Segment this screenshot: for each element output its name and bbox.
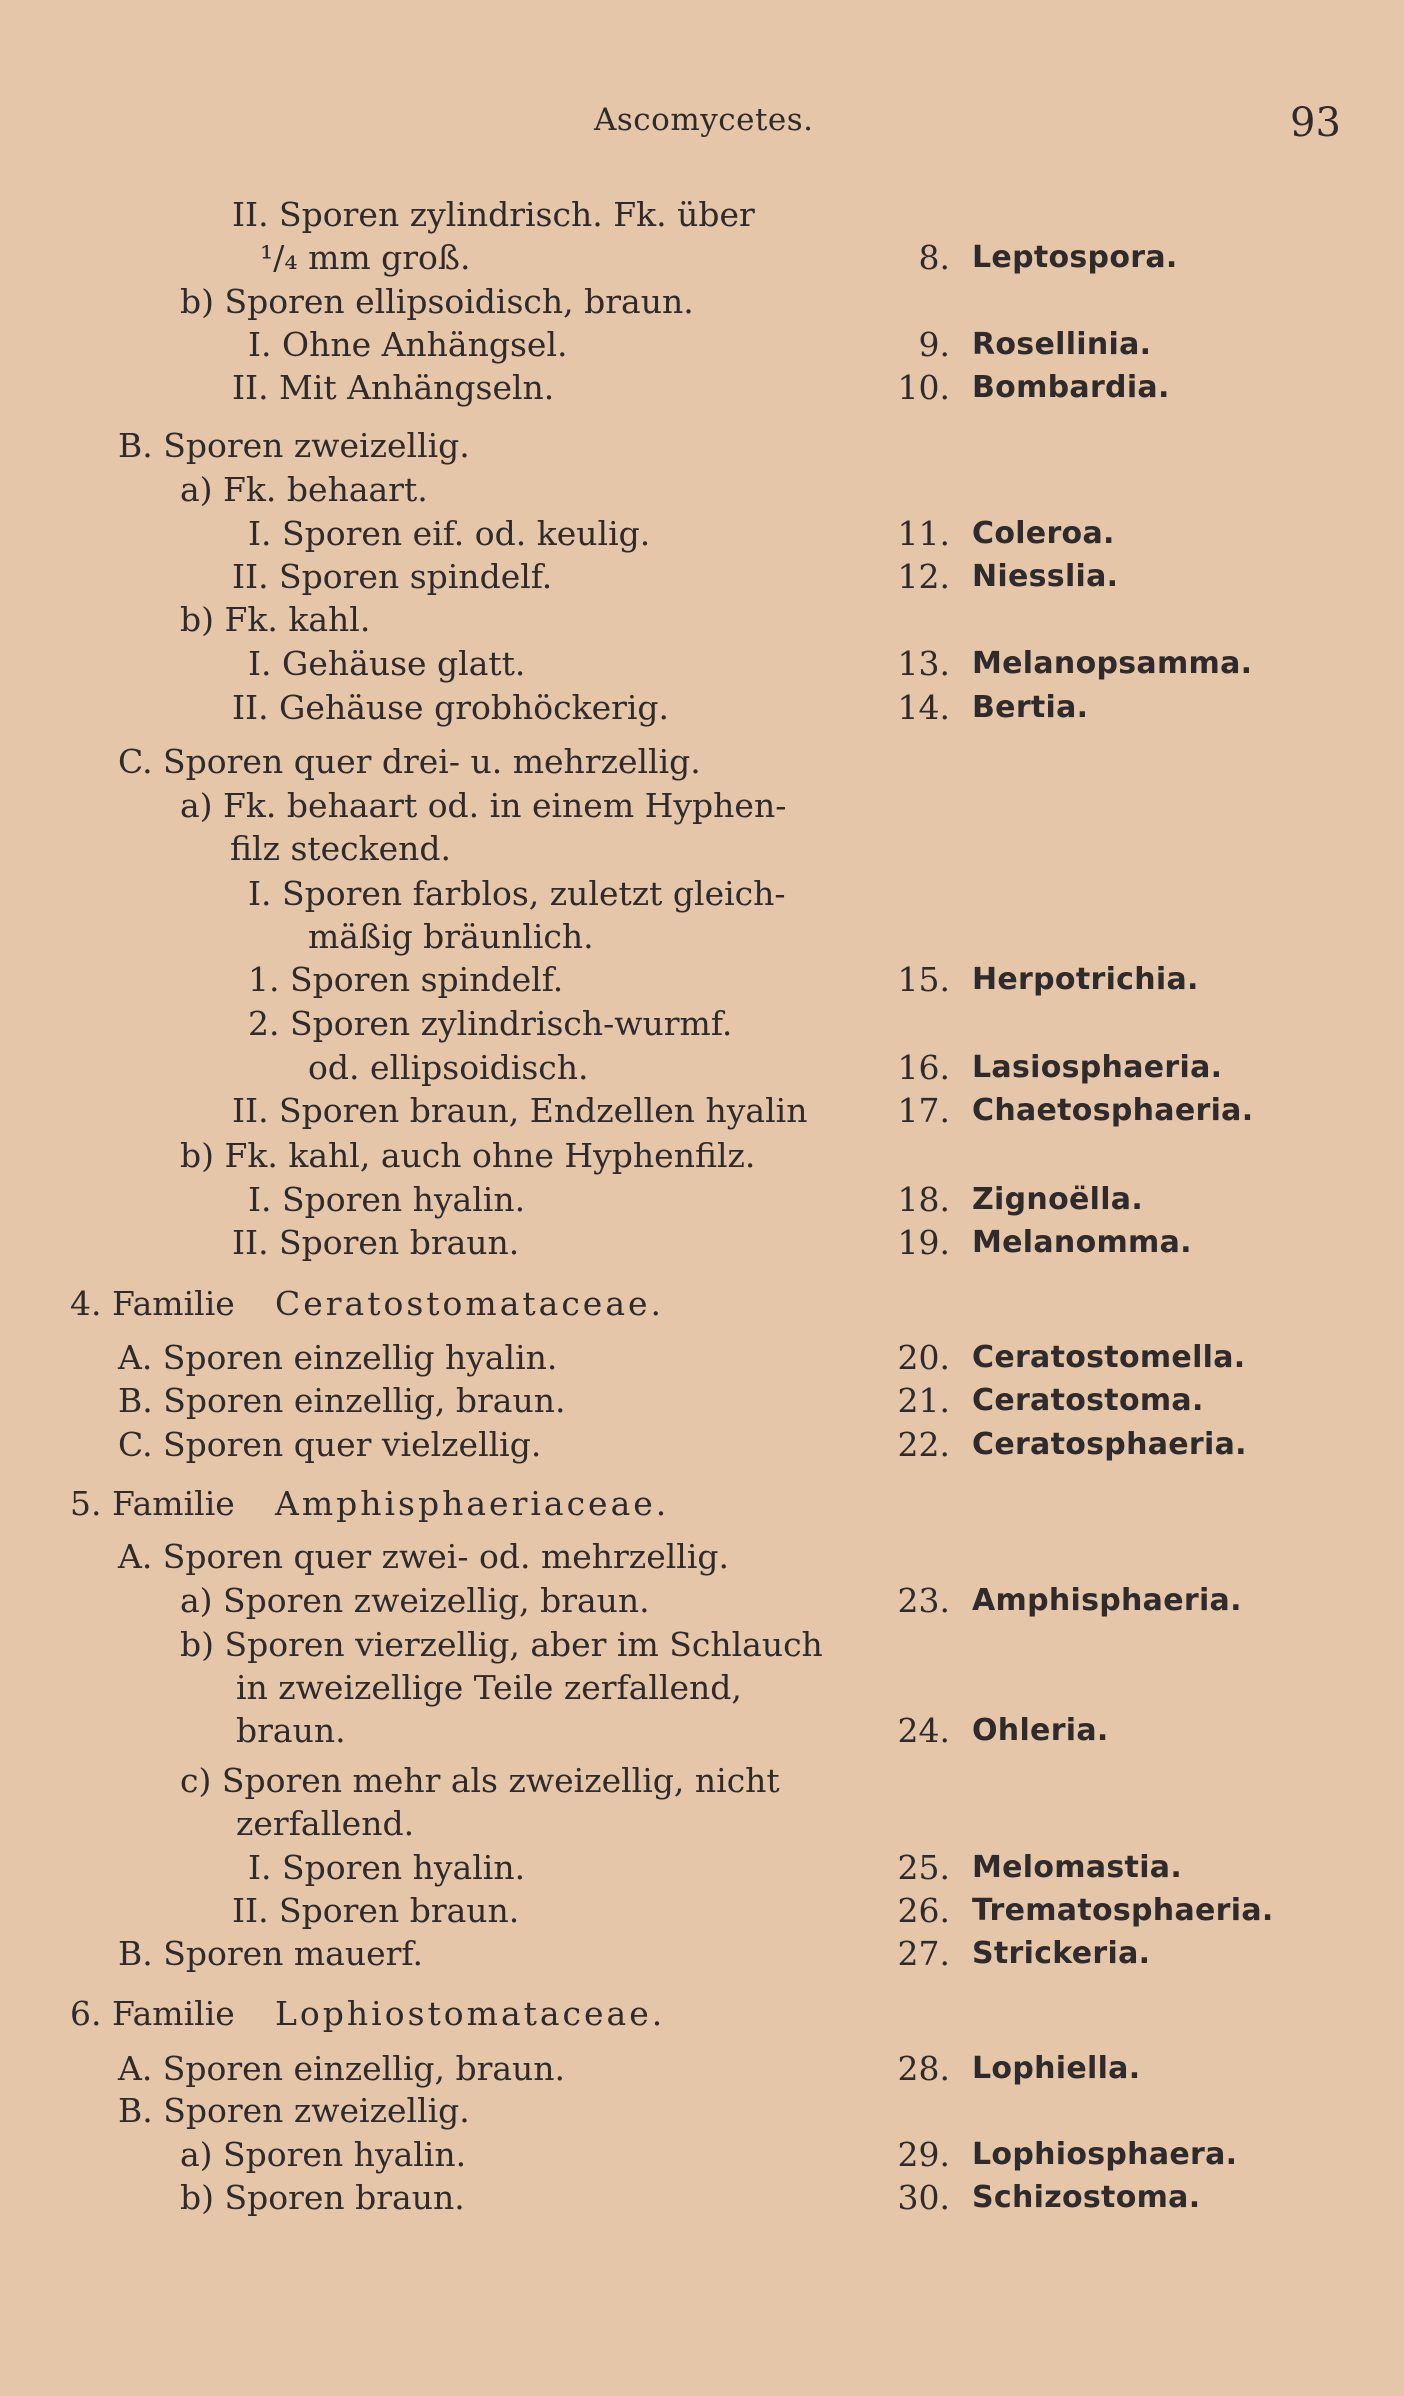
key-line <box>0 1623 1404 1667</box>
key-line <box>0 784 1404 828</box>
key-text: filz steckend. <box>230 829 452 868</box>
key-text: B. Sporen einzellig, braun. <box>118 1381 566 1420</box>
key-line <box>0 424 1404 468</box>
genus-number: 24. <box>897 1711 950 1750</box>
genus-name: Strickeria. <box>972 1936 1151 1971</box>
key-text: b) Sporen braun. <box>180 2178 465 2217</box>
key-line <box>0 1846 1404 1890</box>
genus-number: 13. <box>897 644 950 683</box>
key-line <box>0 1889 1404 1933</box>
key-text: I. Ohne Anhängsel. <box>248 325 568 364</box>
key-line <box>0 468 1404 512</box>
key-text: II. Gehäuse grobhöckerig. <box>232 688 670 727</box>
key-text: I. Sporen eif. od. keulig. <box>248 514 651 553</box>
key-line <box>0 1002 1404 1046</box>
key-text: od. ellipsoidisch. <box>308 1048 589 1087</box>
genus-name: Melanomma. <box>972 1225 1192 1260</box>
genus-number: 18. <box>897 1180 950 1219</box>
key-text: II. Sporen spindelf. <box>232 557 553 596</box>
genus-number: 22. <box>897 1425 950 1464</box>
key-text: A. Sporen quer zwei- od. mehrzellig. <box>118 1537 729 1576</box>
genus-number: 11. <box>897 514 950 553</box>
key-line <box>0 1932 1404 1976</box>
key-line <box>0 1379 1404 1423</box>
genus-name: Chaetosphaeria. <box>972 1093 1254 1128</box>
genus-number: 16. <box>897 1048 950 1087</box>
key-text: mäßig bräunlich. <box>308 917 594 956</box>
genus-name: Niesslia. <box>972 559 1119 594</box>
key-line <box>0 2047 1404 2091</box>
key-line <box>0 1666 1404 1710</box>
key-text: a) Sporen zweizellig, braun. <box>180 1581 650 1620</box>
genus-name: Lophiella. <box>972 2051 1141 2086</box>
key-line <box>0 2089 1404 2133</box>
key-line <box>0 1178 1404 1222</box>
key-line <box>0 642 1404 686</box>
genus-name: Coleroa. <box>972 516 1115 551</box>
genus-number: 30. <box>897 2178 950 2217</box>
page-number: 93 <box>1290 100 1341 146</box>
genus-number: 21. <box>897 1381 950 1420</box>
genus-name: Bombardia. <box>972 370 1170 405</box>
key-text: I. Sporen hyalin. <box>248 1180 526 1219</box>
key-text: 4. Familie <box>70 1284 235 1323</box>
key-line <box>0 1221 1404 1265</box>
key-text: B. Sporen zweizellig. <box>118 426 470 465</box>
genus-number: 28. <box>897 2049 950 2088</box>
genus-number: 25. <box>897 1848 950 1887</box>
genus-number: 27. <box>897 1934 950 1973</box>
key-text: b) Fk. kahl. <box>180 600 371 639</box>
genus-name: Lophiosphaera. <box>972 2137 1238 2172</box>
key-text: II. Sporen zylindrisch. Fk. über <box>232 195 755 234</box>
genus-name: Bertia. <box>972 690 1089 725</box>
key-text: II. Sporen braun. <box>232 1891 520 1930</box>
key-line <box>0 193 1404 237</box>
key-line <box>0 555 1404 599</box>
page-header <box>0 100 1404 148</box>
genus-number: 26. <box>897 1891 950 1930</box>
genus-number: 14. <box>897 688 950 727</box>
genus-name: Amphisphaeria. <box>972 1583 1242 1618</box>
key-line <box>0 236 1404 280</box>
genus-number: 15. <box>897 960 950 999</box>
key-line <box>0 1802 1404 1846</box>
key-line <box>0 915 1404 959</box>
key-text: I. Sporen hyalin. <box>248 1848 526 1887</box>
key-text: zerfallend. <box>236 1804 415 1843</box>
key-text: ¹/₄ mm groß. <box>260 238 471 277</box>
key-line <box>0 1282 1404 1326</box>
key-line <box>0 2176 1404 2220</box>
genus-name: Melanopsamma. <box>972 646 1253 681</box>
key-line <box>0 740 1404 784</box>
key-text: B. Sporen zweizellig. <box>118 2091 470 2130</box>
key-line <box>0 1992 1404 2036</box>
genus-name: Leptospora. <box>972 240 1178 275</box>
genus-number: 23. <box>897 1581 950 1620</box>
key-line <box>0 323 1404 367</box>
genus-number: 20. <box>897 1338 950 1377</box>
key-line <box>0 958 1404 1002</box>
family-name: Amphisphaeriaceae. <box>275 1484 670 1523</box>
key-text: I. Gehäuse glatt. <box>248 644 526 683</box>
key-line <box>0 1709 1404 1753</box>
genus-name: Melomastia. <box>972 1850 1183 1885</box>
key-text: 6. Familie <box>70 1994 235 2033</box>
key-text: a) Sporen hyalin. <box>180 2135 467 2174</box>
key-line <box>0 366 1404 410</box>
genus-name: Herpotrichia. <box>972 962 1199 997</box>
key-text: c) Sporen mehr als zweizellig, nicht <box>180 1761 780 1800</box>
genus-name: Ohleria. <box>972 1713 1109 1748</box>
family-name: Ceratostomataceae. <box>275 1284 665 1323</box>
key-line <box>0 1134 1404 1178</box>
key-text: b) Fk. kahl, auch ohne Hyphenfilz. <box>180 1136 756 1175</box>
key-text: a) Fk. behaart od. in einem Hyphen- <box>180 786 787 825</box>
key-text: B. Sporen mauerf. <box>118 1934 423 1973</box>
key-text: 1. Sporen spindelf. <box>248 960 564 999</box>
genus-name: Trematosphaeria. <box>972 1893 1274 1928</box>
key-line <box>0 1336 1404 1380</box>
genus-number: 9. <box>918 325 950 364</box>
key-text: b) Sporen ellipsoidisch, braun. <box>180 282 694 321</box>
genus-number: 19. <box>897 1223 950 1262</box>
key-text: I. Sporen farblos, zuletzt gleich- <box>248 874 786 913</box>
genus-name: Ceratosphaeria. <box>972 1427 1247 1462</box>
genus-number: 17. <box>897 1091 950 1130</box>
key-text: A. Sporen einzellig, braun. <box>118 2049 566 2088</box>
key-text: in zweizellige Teile zerfallend, <box>236 1668 742 1707</box>
genus-number: 10. <box>897 368 950 407</box>
family-name: Lophiostomataceae. <box>275 1994 666 2033</box>
key-line <box>0 512 1404 556</box>
genus-name: Schizostoma. <box>972 2180 1201 2215</box>
key-line <box>0 598 1404 642</box>
key-text: 5. Familie <box>70 1484 235 1523</box>
genus-name: Lasiosphaeria. <box>972 1050 1223 1085</box>
key-text: C. Sporen quer vielzellig. <box>118 1425 542 1464</box>
key-line <box>0 1046 1404 1090</box>
key-text: A. Sporen einzellig hyalin. <box>118 1338 558 1377</box>
key-line <box>0 1579 1404 1623</box>
genus-name: Ceratostomella. <box>972 1340 1246 1375</box>
genus-number: 12. <box>897 557 950 596</box>
key-text: a) Fk. behaart. <box>180 470 428 509</box>
key-line <box>0 827 1404 871</box>
key-line <box>0 2133 1404 2177</box>
key-line <box>0 1535 1404 1579</box>
genus-number: 29. <box>897 2135 950 2174</box>
running-title: Ascomycetes. <box>594 102 814 138</box>
key-line <box>0 686 1404 730</box>
key-text: II. Mit Anhängseln. <box>232 368 555 407</box>
key-text: II. Sporen braun. <box>232 1223 520 1262</box>
genus-name: Ceratostoma. <box>972 1383 1204 1418</box>
key-line <box>0 1423 1404 1467</box>
genus-name: Zignoëlla. <box>972 1182 1144 1217</box>
key-text: braun. <box>236 1711 346 1750</box>
key-line <box>0 872 1404 916</box>
key-line <box>0 1482 1404 1526</box>
genus-name: Rosellinia. <box>972 327 1152 362</box>
key-line <box>0 1089 1404 1133</box>
key-text: 2. Sporen zylindrisch-wurmf. <box>248 1004 733 1043</box>
key-text: C. Sporen quer drei- u. mehrzellig. <box>118 742 701 781</box>
key-line <box>0 280 1404 324</box>
key-text: b) Sporen vierzellig, aber im Schlauch <box>180 1625 823 1664</box>
key-text: II. Sporen braun, Endzellen hyalin <box>232 1091 808 1130</box>
genus-number: 8. <box>918 238 950 277</box>
key-line <box>0 1759 1404 1803</box>
